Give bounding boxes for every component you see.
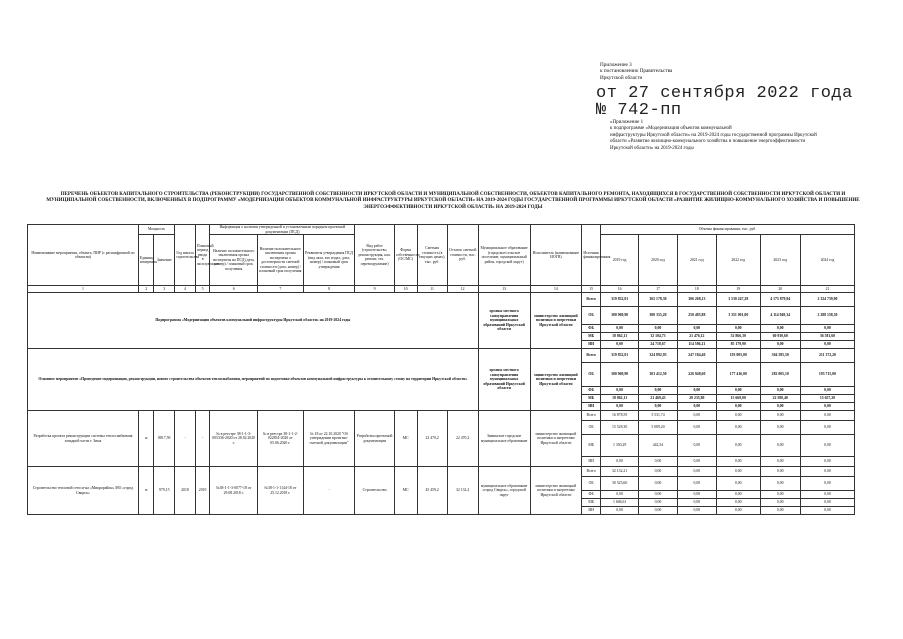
amount-cell: 300 969,90 [600, 363, 638, 387]
amount-cell: 0,00 [717, 403, 761, 411]
col-header-work-type: Вид работ (строительство, реконструкция, кап. ремонт, тех. перевооружение) [355, 225, 394, 286]
funding-source: ФБ [582, 387, 601, 395]
annex-line: «Приложение 1 [610, 120, 644, 125]
amount-cell: 0,00 [800, 491, 854, 499]
object-cost: 45 459,2 [417, 467, 447, 515]
amount-cell: 0,00 [677, 411, 716, 421]
amount-cell: 0,00 [677, 499, 716, 507]
amount-cell: 0,00 [800, 507, 854, 515]
object-unit: м [138, 411, 154, 467]
object-req: № 18 от 22.10.2020 "Об утверждении проектно-сметной документации" [303, 411, 355, 467]
col-header-capacity: Мощность [138, 225, 174, 235]
amount-cell: 0,00 [600, 341, 638, 349]
funding-source: Всего [582, 349, 601, 363]
col-header-year: 2023 год [760, 235, 800, 286]
column-number: 9 [355, 286, 394, 293]
object-req: - [303, 467, 355, 515]
object-rest: 22 470,2 [447, 411, 478, 467]
section-name: Основное мероприятие «Проведение модернизации, реконструкции, нового строительства объектов теплоснабжения, мероприятий по подготовке объектов коммунальной инфраструктуры к отопительному сезону на территории Иркутской области» [28, 349, 479, 411]
decree-date: от 27 сентября 2022 года [596, 84, 853, 103]
object-form: МС [394, 411, 417, 467]
title-line: ЭНЕРГОЭФФЕКТИВНОСТИ ИРКУТСКОЙ ОБЛАСТИ» НА 2019-2024 ГОДЫ [363, 204, 543, 210]
funding-source: ОБ [582, 307, 601, 325]
column-number: 8 [303, 286, 355, 293]
col-header-value: Значение [154, 235, 175, 286]
object-value: 979,15 [154, 467, 175, 515]
amount-cell: 36 581,60 [800, 333, 854, 341]
column-number: 1 [28, 286, 139, 293]
funding-source: Всего [582, 411, 601, 421]
column-number: 20 [760, 286, 800, 293]
document-title [40, 192, 866, 211]
amount-cell: 0,00 [800, 387, 854, 395]
amount-cell: 85 179,90 [717, 341, 761, 349]
amount-cell: 0,00 [677, 325, 716, 333]
amount-cell: 226 948,60 [677, 363, 716, 387]
amount-cell: 0,00 [677, 467, 716, 477]
amount-cell: 193 005,00 [717, 349, 761, 363]
column-number: 13 [478, 286, 530, 293]
amount-cell: 0,00 [800, 457, 854, 467]
amount-cell: 21 476,12 [677, 333, 716, 341]
amount-cell: 282 005,10 [760, 363, 800, 387]
amount-cell: 319 832,01 [600, 349, 638, 363]
object-plan: - [195, 411, 210, 467]
funding-source: ИИ [582, 403, 601, 411]
column-number: 21 [800, 286, 854, 293]
col-header-expertise-cost: Наличие положительного заключения органа экспертизы о достоверности сметной стоимости (дата, номер) / плановый срок получения [258, 235, 304, 286]
column-numbers-row [28, 286, 855, 293]
object-work: Разработка проектной документации [355, 411, 394, 467]
funding-source: МБ [582, 499, 601, 507]
amount-cell: 0,00 [639, 491, 677, 499]
amount-cell: 15 669,00 [717, 395, 761, 403]
amount-cell: 300 969,90 [600, 307, 638, 325]
funding-source: Всего [582, 467, 601, 477]
amount-cell: 0,00 [717, 457, 761, 467]
col-header-year: 2021 год [677, 235, 716, 286]
amount-cell: 0,00 [760, 411, 800, 421]
amount-cell: 442,54 [639, 435, 677, 457]
column-number: 5 [195, 286, 210, 293]
object-exp1: №38-1-1-3-0077-18 от 29.08.2018 г. [210, 467, 258, 515]
funding-source: Всего [582, 293, 601, 307]
col-header-year: 2020 год [639, 235, 677, 286]
amount-cell: 0,00 [717, 411, 761, 421]
amount-cell: 18 862,11 [600, 333, 638, 341]
object-plan: 2019 [195, 467, 210, 515]
amount-cell: 0,00 [800, 467, 854, 477]
column-number: 7 [258, 286, 304, 293]
amount-cell: 0,00 [760, 403, 800, 411]
amount-cell: 306 268,13 [677, 293, 716, 307]
annex-line: инфраструктуры Иркутской области» на 2019-2024 годы государственной программы Иркутской [610, 132, 817, 138]
amount-cell: 0,00 [600, 491, 638, 499]
amount-cell: 22 580,40 [760, 395, 800, 403]
amount-cell: 2 324 739,90 [800, 293, 854, 307]
amount-cell: 0,00 [677, 491, 716, 499]
table-row [28, 349, 855, 363]
executor-cell: министерство жилищной политики и энергетики Иркутской области [530, 411, 582, 467]
funding-source: ИИ [582, 457, 601, 467]
amount-cell: 0,00 [760, 477, 800, 491]
column-number: 18 [677, 286, 716, 293]
amount-cell: 0,00 [600, 403, 638, 411]
object-exp2: № в реестре 38-1-1-2-022854-2020 от 05.06.2020 г. [258, 411, 304, 467]
annex-caption [610, 120, 860, 152]
amount-cell: 250 485,88 [677, 307, 716, 325]
object-name: Разработка проекта реконструкции системы теплоснабжения западной части г. Зима [28, 411, 139, 467]
executor-cell: министерство жилищной политики и энергетики Иркутской области [530, 349, 582, 411]
col-header-docs: Информация о наличии утвержденной и установленным порядком проектной документации (ПСД) [210, 225, 355, 235]
amount-cell: 0,00 [760, 499, 800, 507]
objects-table [27, 224, 855, 515]
col-header-requisites: Реквизиты утверждения ПСД (вид акта, кто издал, дата, номер) / плановый срок утверждения [303, 235, 355, 286]
amount-cell: 195 715,00 [800, 363, 854, 387]
object-form: МС [394, 467, 417, 515]
amount-cell: 0,00 [717, 491, 761, 499]
amount-cell: 0,00 [717, 477, 761, 491]
amount-cell: 1 350,29 [600, 435, 638, 457]
amount-cell: 114 586,21 [677, 341, 716, 349]
col-header-municipality: Муниципальное образование (городское/сельское поселение, муниципальный район, городской округ) [478, 225, 530, 286]
column-number: 3 [154, 286, 175, 293]
col-header-start-year: Год начала строительства [175, 225, 196, 286]
amount-cell: 319 832,01 [600, 293, 638, 307]
object-exp2: №38-1-1-1144-18 от 25.12.2018 г. [258, 467, 304, 515]
amount-cell: 15 657,20 [800, 395, 854, 403]
amount-cell: 0,00 [717, 387, 761, 395]
amount-cell: 0,00 [677, 457, 716, 467]
amount-cell: 0,00 [600, 457, 638, 467]
funding-source: МБ [582, 333, 601, 341]
amount-cell: 0,00 [760, 341, 800, 349]
col-header-expertise: Наличие положительного заключения органа экспертизы на ПСД (дата, номер) / плановый срок получения [210, 235, 258, 286]
amount-cell: 16 878,59 [600, 411, 638, 421]
amount-cell: 247 184,40 [677, 349, 716, 363]
amount-cell: 0,00 [760, 421, 800, 435]
amount-cell: 300 355,20 [639, 307, 677, 325]
amount-cell: 0,00 [800, 477, 854, 491]
amount-cell: 0,00 [600, 507, 638, 515]
amount-cell: 0,00 [639, 507, 677, 515]
amount-cell: 303 412,50 [639, 363, 677, 387]
amount-cell: 32 132,21 [600, 467, 638, 477]
funding-source: ОБ [582, 477, 601, 491]
header-line: Иркутской области [600, 74, 643, 81]
amount-cell: 0,00 [800, 403, 854, 411]
amount-cell: 0,00 [677, 435, 716, 457]
column-number: 14 [530, 286, 582, 293]
col-header-rest: Остаток сметной стоимости, тыс. руб. [447, 225, 478, 286]
funding-source: ОБ [582, 363, 601, 387]
column-number: 12 [447, 286, 478, 293]
col-header-plan-period: Плановый период ввода в эксплуатацию [195, 225, 210, 286]
amount-cell: 0,00 [677, 403, 716, 411]
funding-source: ИИ [582, 341, 601, 349]
amount-cell: 24 718,67 [639, 341, 677, 349]
amount-cell: 30 525,60 [600, 477, 638, 491]
amount-cell: 0,00 [717, 467, 761, 477]
amount-cell: 0,00 [800, 435, 854, 457]
funding-source: ОБ [582, 421, 601, 435]
object-work: Строительство [355, 467, 394, 515]
col-header-year: 2019 год [600, 235, 638, 286]
amount-cell: 365 178,30 [639, 293, 677, 307]
column-number: 4 [175, 286, 196, 293]
col-header-ownership: Форма собственности (ОС/МС) [394, 225, 417, 286]
amount-cell: 0,00 [800, 421, 854, 435]
amount-cell: 0,00 [639, 325, 677, 333]
amount-cell: 5 089,20 [639, 421, 677, 435]
amount-cell: 0,00 [639, 467, 677, 477]
executor-cell: министерство жилищной политики и энергетики Иркутской области [530, 467, 582, 515]
amount-cell: 0,00 [677, 387, 716, 395]
column-number: 2 [138, 286, 154, 293]
object-rest: 32 132,2 [447, 467, 478, 515]
col-header-year: 2022 год [717, 235, 761, 286]
col-header-unit: Единица измерения [138, 235, 154, 286]
funding-source: МБ [582, 435, 601, 457]
table-row [28, 411, 855, 421]
amount-cell: 0,00 [717, 325, 761, 333]
column-number: 11 [417, 286, 447, 293]
col-header-name: Наименование мероприятия, объекта, ПИР (с расшифровкой по объектам) [28, 225, 139, 286]
column-number: 16 [600, 286, 638, 293]
funding-source: ФБ [582, 325, 601, 333]
amount-cell: 21 469,43 [639, 395, 677, 403]
table-row [28, 293, 855, 307]
amount-cell: 0,00 [800, 411, 854, 421]
amount-cell: 0,00 [717, 507, 761, 515]
amount-cell: 0,00 [639, 387, 677, 395]
funding-source: МБ [582, 395, 601, 403]
object-name: Строительство тепловой сети м-на «Микрорайон» МО «город Свирск» [28, 467, 139, 515]
title-line: МУНИЦИПАЛЬНОЙ СОБСТВЕННОСТИ, ВКЛЮЧЕННЫХ В ПОДПРОГРАММУ «МОДЕРНИЗАЦИЯ ОБЪЕКТОВ КОММУНАЛЬНОЙ ИНФРАСТРУКТУРЫ ИРКУТСКОЙ ОБЛАСТИ» НА 2019-2024 ГОДЫ ГОСУДАРСТВЕННОЙ ПРОГРАММЫ ИРКУТСКОЙ ОБЛАСТИ «РАЗВИТИЕ ЖИЛИЩНО-КОММУНАЛЬНОГО ХОЗЯЙСТВА И ПОВЫШЕНИЕ [46, 198, 860, 204]
amount-cell: 0,00 [639, 499, 677, 507]
amount-cell: 0,00 [800, 341, 854, 349]
funding-source: ФБ [582, 491, 601, 499]
municipality-cell: органы местного самоуправления муниципальных образований Иркутской области [478, 293, 530, 349]
amount-cell: 0,00 [639, 403, 677, 411]
object-cost: 22 470,2 [417, 411, 447, 467]
object-exp1: № в реестре 38-1-1-3-005336-2020 от 28.02.2020 г. [210, 411, 258, 467]
header-line: Приложение 3 [600, 62, 632, 68]
column-number: 17 [639, 286, 677, 293]
amount-cell: 2 288 158,30 [800, 307, 854, 325]
object-value: 8817,59 [154, 411, 175, 467]
amount-cell: 0,00 [760, 507, 800, 515]
amount-cell: 5 531,74 [639, 411, 677, 421]
object-start: - [175, 411, 196, 467]
amount-cell: 0,00 [639, 457, 677, 467]
amount-cell: 15 528,30 [600, 421, 638, 435]
table-row [28, 467, 855, 477]
amount-cell: 0,00 [600, 325, 638, 333]
amount-cell: 0,00 [717, 435, 761, 457]
amount-cell: 0,00 [600, 387, 638, 395]
amount-cell: 177 416,00 [717, 363, 761, 387]
amount-cell: 3 530 247,28 [717, 293, 761, 307]
amount-cell: 3 351 001,00 [717, 307, 761, 325]
object-start: 2018 [175, 467, 196, 515]
column-number: 10 [394, 286, 417, 293]
amount-cell: 0,00 [677, 477, 716, 491]
amount-cell: 18 862,11 [600, 395, 638, 403]
amount-cell: 0,00 [800, 325, 854, 333]
decree-number: № 742-пп [596, 101, 682, 120]
amount-cell: 0,00 [800, 499, 854, 507]
column-number: 6 [210, 286, 258, 293]
amount-cell: 32 104,73 [639, 333, 677, 341]
amount-cell: 60 930,60 [760, 333, 800, 341]
municipality-cell: органы местного самоуправления муниципальных образований Иркутской области [478, 349, 530, 411]
amount-cell: 324 892,93 [639, 349, 677, 363]
annex-line: к подпрограмме «Модернизация объектов коммунальной [610, 126, 732, 132]
amount-cell: 1 606,61 [600, 499, 638, 507]
col-header-source: Источник финансирования [582, 225, 601, 286]
column-number: 15 [582, 286, 601, 293]
funding-source: ИИ [582, 507, 601, 515]
annex-line: Иркутской области» на 2019-2024 годы [610, 145, 694, 151]
amount-cell: 0,00 [639, 477, 677, 491]
amount-cell: 4 114 949,34 [760, 307, 800, 325]
amount-cell: 0,00 [760, 325, 800, 333]
header-line: к постановлению Правительства [600, 68, 673, 75]
amount-cell: 0,00 [760, 491, 800, 499]
amount-cell: 0,00 [677, 421, 716, 435]
amount-cell: 0,00 [760, 435, 800, 457]
executor-cell: министерство жилищной политики и энергетики Иркутской области [530, 293, 582, 349]
amount-cell: 304 585,50 [760, 349, 800, 363]
amount-cell: 52 866,30 [717, 333, 761, 341]
decree-header [600, 62, 672, 81]
annex-line: области «Развитие жилищно-коммунального хозяйства и повышение энергоэффективности [610, 139, 806, 145]
municipality-cell: Зиминское городское муниципальное образование [478, 411, 530, 467]
amount-cell: 0,00 [760, 457, 800, 467]
amount-cell: 0,00 [717, 421, 761, 435]
section-name: Подпрограмма «Модернизация объектов коммунальной инфраструктуры Иркутской области» на 2019-2024 годы [28, 293, 479, 349]
col-header-cost: Сметная стоимость (в текущих ценах), тыс. руб. [417, 225, 447, 286]
amount-cell: 4 175 879,94 [760, 293, 800, 307]
amount-cell: 0,00 [760, 387, 800, 395]
col-header-year: 2024 год [800, 235, 854, 286]
amount-cell: 0,00 [760, 467, 800, 477]
col-header-executor: Исполнитель (наименование ИОГВ) [530, 225, 582, 286]
municipality-cell: муниципальное образование «город Свирск», городской округ [478, 467, 530, 515]
title-line: ПЕРЕЧЕНЬ ОБЪЕКТОВ КАПИТАЛЬНОГО СТРОИТЕЛЬСТВА (РЕКОНСТРУКЦИИ) ГОСУДАРСТВЕННОЙ СОБСТВЕННОСТИ ИРКУТСКОЙ ОБЛАСТИ И МУНИЦИПАЛЬНОЙ СОБСТВЕННОСТИ, ОБЪЕКТОВ КАПИТАЛЬНОГО РЕМОНТА, НАХОДЯЩИХСЯ В ГОСУДАРСТВЕННОЙ СОБСТВЕННОСТИ ИРКУТСКОЙ ОБЛАСТИ И [60, 192, 846, 197]
amount-cell: 0,00 [677, 507, 716, 515]
amount-cell: 211 372,20 [800, 349, 854, 363]
amount-cell: 20 235,80 [677, 395, 716, 403]
column-number: 19 [717, 286, 761, 293]
col-header-financing: Объемы финансирования, тыс. руб. [600, 225, 854, 235]
amount-cell: 0,00 [717, 499, 761, 507]
object-unit: м [138, 467, 154, 515]
